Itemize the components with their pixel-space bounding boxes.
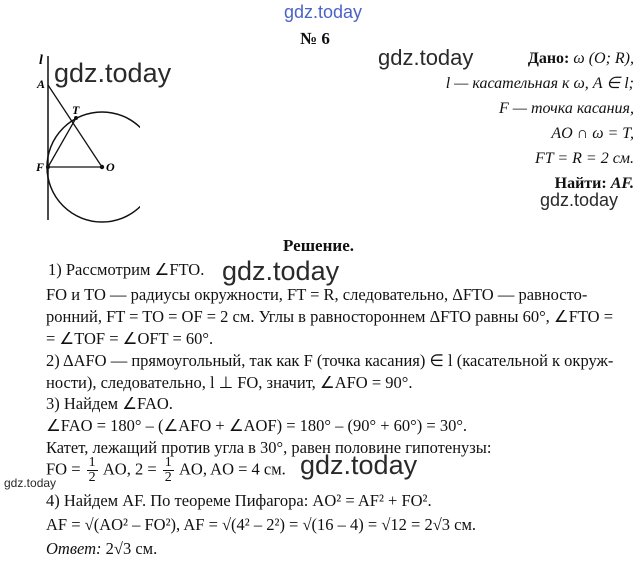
- step3-title: 3) Найдем ∠FAO.: [46, 394, 173, 413]
- watermark-given-small: gdz.today: [540, 190, 619, 210]
- watermark-figure: gdz.today: [54, 58, 172, 88]
- point-o: [100, 165, 104, 169]
- given-line-4: AO ∩ ω = T,: [551, 125, 634, 142]
- label-f: F: [36, 160, 45, 174]
- label-l: l: [39, 53, 43, 68]
- watermark-top: gdz.today: [284, 2, 363, 22]
- step2-line-1: 2) ΔAFO — прямоугольный, так как F (точка касания) ∈ l (касательной к окруж-: [46, 351, 614, 370]
- fraction-denominator: 2: [88, 470, 96, 485]
- step1-title: 1) Рассмотрим ∠FTO.: [48, 260, 205, 279]
- watermark-solution: gdz.today: [222, 256, 340, 286]
- step1-line-3: = ∠TOF = ∠OFT = 60°.: [46, 329, 214, 348]
- step2-line-2: ности), следовательно, l ⊥ FO, значит, ∠AFO = 90°.: [46, 373, 413, 392]
- step3-rule: Катет, лежащий против угла в 30°, равен половине гипотенузы:: [46, 438, 492, 457]
- fraction-numerator-2: 1: [164, 455, 172, 470]
- point-f: [46, 165, 50, 169]
- step3-equation: ∠FAO = 180° – (∠AFO + ∠AOF) = 180° – (90° + 60°) = 30°.: [46, 416, 468, 435]
- step4-calc: AF = √(AO² – FO²), AF = √(4² – 2²) = √(16 – 4) = √12 = 2√3 см.: [46, 515, 477, 534]
- fraction-middle: AO, 2 =: [102, 459, 157, 479]
- step4-title: 4) Найдем AF. По теореме Пифагора: AO² = AF² + FO².: [46, 491, 432, 510]
- watermark-middle: gdz.today: [300, 450, 418, 480]
- given-line-5: FT = R = 2 см.: [534, 150, 634, 167]
- watermark-given: gdz.today: [378, 45, 474, 70]
- given-circle: ω (O; R),: [573, 50, 634, 67]
- given-line-3: F — точка касания,: [498, 100, 634, 117]
- solution-heading: Решение.: [283, 236, 354, 255]
- fraction-half-1: [87, 456, 98, 485]
- segment-ao: [48, 85, 102, 167]
- step1-line-1: FO и TO — радиусы окружности, FT = R, следовательно, ΔFTO — равносто-: [46, 285, 588, 304]
- label-a: A: [37, 77, 46, 91]
- label-o: O: [106, 160, 115, 174]
- given-line-1: [446, 46, 634, 71]
- find-label: Найти:: [554, 175, 607, 192]
- answer-label: Ответ:: [46, 539, 102, 558]
- fraction-lhs: FO =: [46, 459, 81, 479]
- answer-line: [46, 539, 157, 559]
- fraction-denominator-2: 2: [164, 470, 172, 485]
- find-value: AF.: [610, 175, 634, 192]
- given-line-2: l — касательная к ω, A ∈ l;: [445, 75, 634, 92]
- fraction-result: AO, AO = 4 см.: [178, 459, 286, 479]
- given-block: [446, 46, 634, 196]
- step1-line-2: ронний, FT = TO = OF = 2 см. Углы в равностороннем ΔFTO равны 60°, ∠FTO =: [46, 307, 614, 326]
- problem-number: № 6: [300, 29, 330, 48]
- watermark-left-small: gdz.today: [4, 476, 57, 490]
- given-label: Дано:: [527, 50, 570, 67]
- answer-value: 2√3 см.: [105, 539, 158, 558]
- fraction-numerator: 1: [88, 455, 96, 470]
- label-t: T: [72, 103, 80, 117]
- fraction-half-2: [163, 456, 174, 485]
- step3-fraction-line: [46, 456, 286, 485]
